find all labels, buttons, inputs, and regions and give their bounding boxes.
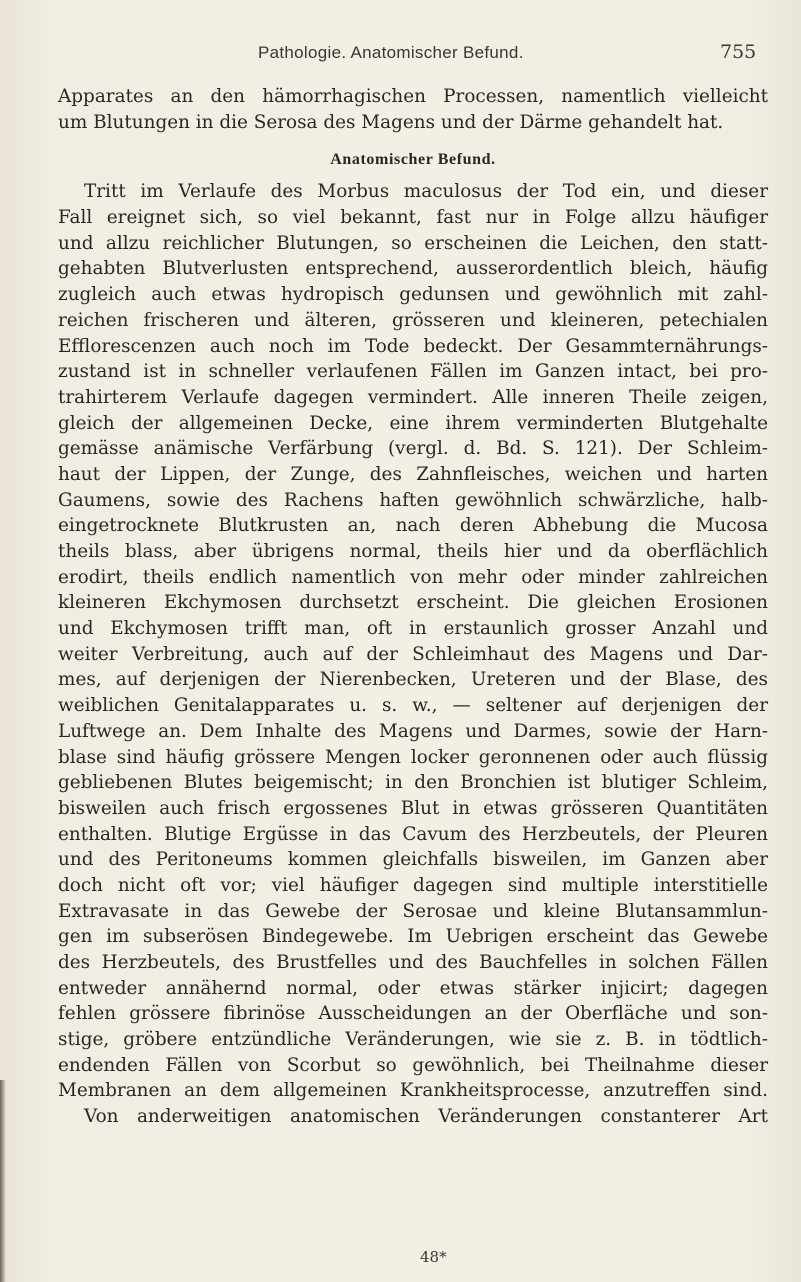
- text-line: enthalten. Blutige Ergüsse in das Cavum des Herzbeutels, der Pleuren: [58, 823, 768, 845]
- text-line: und allzu reichlicher Blutungen, so erscheinen die Leichen, den statt-: [58, 232, 768, 254]
- text-line: zugleich auch etwas hydropisch gedunsen und gewöhnlich mit zahl-: [58, 284, 768, 306]
- running-head: Pathologie. Anatomischer Befund.: [258, 43, 524, 62]
- text-line: blase sind häufig grössere Mengen locker geronnenen oder auch flüssig: [58, 746, 768, 768]
- section-heading: Anatomischer Befund.: [330, 151, 496, 169]
- text-line: erodirt, theils endlich namentlich von mehr oder minder zahlreichen: [58, 566, 768, 588]
- page-number: 755: [720, 41, 757, 63]
- text-line: mes, auf derjenigen der Nierenbecken, Ureteren und der Blase, des: [58, 669, 768, 691]
- text-line: Fall ereignet sich, so viel bekannt, fast nur in Folge allzu häufiger: [58, 207, 768, 229]
- text-line: zustand ist in schneller verlaufenen Fällen im Ganzen intact, bei pro-: [58, 361, 768, 383]
- text-line: Membranen an dem allgemeinen Krankheitsprocesse, anzutreffen sind.: [58, 1080, 768, 1102]
- section-paragraph: [58, 179, 768, 1129]
- text-line: Efflorescenzen auch noch im Tode bedeckt. Der Gesammternährungs-: [58, 335, 768, 357]
- text-line: Gaumens, sowie des Rachens haften gewöhnlich schwärzliche, halb-: [58, 489, 768, 511]
- intro-line: um Blutungen in die Serosa des Magens und der Därme gehandelt hat.: [58, 111, 724, 133]
- text-line: Tritt im Verlaufe des Morbus maculosus der Tod ein, und dieser: [84, 181, 768, 203]
- intro-line: Apparates an den hämorrhagischen Processen, namentlich vielleicht: [58, 86, 768, 107]
- text-line: theils blass, aber übrigens normal, theils hier und da oberflächlich: [58, 541, 768, 562]
- text-line: des Herzbeutels, des Brustfelles und des Bauchfelles in solchen Fällen: [58, 952, 768, 973]
- text-line: trahirterem Verlaufe dagegen vermindert. Alle inneren Theile zeigen,: [58, 386, 768, 408]
- text-line: weiter Verbreitung, auch auf der Schleimhaut des Magens und Dar-: [58, 643, 768, 665]
- page-body: [58, 84, 768, 1130]
- text-line: gemässe anämische Verfärbung (vergl. d. Bd. S. 121). Der Schleim-: [58, 438, 768, 460]
- text-line: haut der Lippen, der Zunge, des Zahnfleisches, weichen und harten: [58, 463, 768, 485]
- text-line: eingetrocknete Blutkrusten an, nach deren Abhebung die Mucosa: [58, 515, 768, 537]
- text-line: Von anderweitigen anatomischen Veränderungen constanterer Art: [84, 1106, 768, 1128]
- text-line: entweder annähernd normal, oder etwas stärker injicirt; dagegen: [58, 977, 768, 999]
- text-line: bisweilen auch frisch ergossenes Blut in etwas grösseren Quantitäten: [58, 797, 768, 819]
- text-line: kleineren Ekchymosen durchsetzt erscheint. Die gleichen Erosionen: [58, 592, 768, 614]
- text-line: gebliebenen Blutes beigemischt; in den Bronchien ist blutiger Schleim,: [58, 772, 768, 794]
- text-line: Extravasate in das Gewebe der Serosae und kleine Blutansammlun-: [58, 900, 768, 922]
- page-edge-shadow: [0, 1080, 6, 1282]
- text-line: stige, gröbere entzündliche Veränderungen, wie sie z. B. in tödtlich-: [58, 1029, 768, 1051]
- text-line: gehabten Blutverlusten entsprechend, ausserordentlich bleich, häufig: [58, 258, 768, 280]
- text-line: und des Peritoneums kommen gleichfalls bisweilen, im Ganzen aber: [58, 849, 768, 871]
- text-line: gen im subserösen Bindegewebe. Im Uebrigen erscheint das Gewebe: [58, 926, 768, 948]
- text-line: fehlen grössere fibrinöse Ausscheidungen an der Oberfläche und son-: [58, 1003, 768, 1025]
- text-line: doch nicht oft vor; viel häufiger dagegen sind multiple interstitielle: [58, 874, 768, 896]
- text-line: gleich der allgemeinen Decke, eine ihrem verminderten Blutgehalte: [58, 412, 768, 434]
- text-line: Luftwege an. Dem Inhalte des Magens und Darmes, sowie der Harn-: [58, 720, 768, 742]
- signature-mark: 48*: [420, 1248, 447, 1266]
- text-line: weiblichen Genitalapparates u. s. w., — seltener auf derjenigen der: [58, 695, 768, 717]
- text-line: reichen frischeren und älteren, grösseren und kleineren, petechialen: [58, 309, 768, 331]
- text-line: und Ekchymosen trifft man, oft in erstaunlich grosser Anzahl und: [58, 618, 768, 640]
- text-line: endenden Fällen von Scorbut so gewöhnlich, bei Theilnahme dieser: [58, 1054, 768, 1076]
